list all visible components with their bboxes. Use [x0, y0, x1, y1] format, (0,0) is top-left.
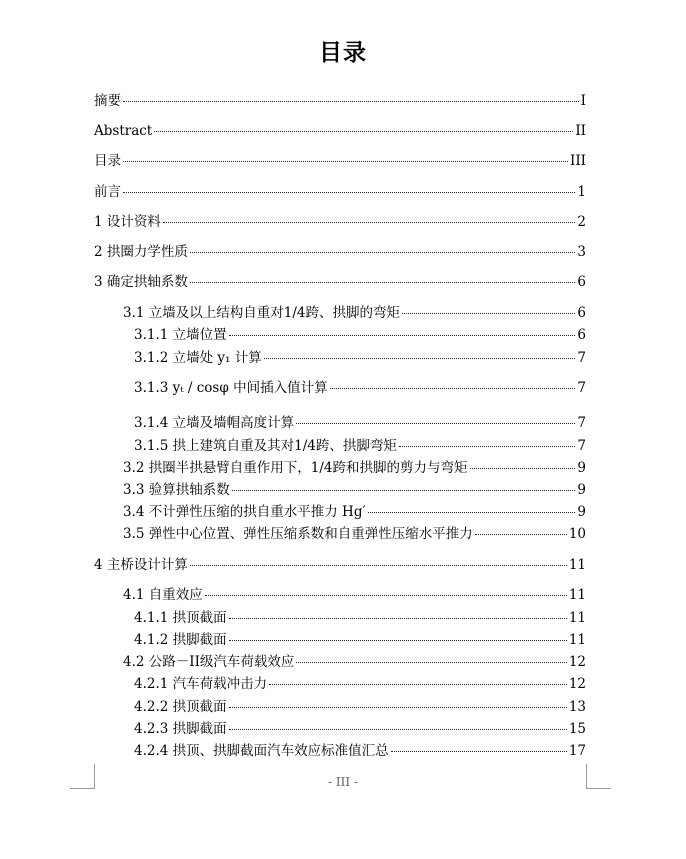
toc-entry[interactable]: [123, 459, 586, 477]
toc-entry[interactable]: [134, 414, 586, 432]
toc-entry-page: 11: [568, 587, 586, 603]
toc-entry[interactable]: [134, 675, 586, 693]
toc-entry-label: 4.2.4 拱顶、拱脚截面汽车效应标准值汇总: [134, 743, 389, 759]
toc-entry-page: 9: [577, 504, 586, 520]
toc-leader: [229, 707, 567, 708]
toc-entry-page: 6: [577, 274, 586, 290]
toc-entry-page: 6: [577, 327, 586, 343]
toc-entry[interactable]: [94, 92, 586, 110]
toc-entry-page: 7: [577, 380, 586, 396]
toc-entry[interactable]: [94, 273, 586, 291]
toc-entry-page: 9: [577, 460, 586, 476]
toc-entry-label: 4.2.3 拱脚截面: [134, 721, 227, 737]
toc-entry-label: 3.1.4 立墙及墙帽高度计算: [134, 415, 295, 431]
toc-entry[interactable]: [94, 152, 586, 170]
toc-entry-page: 2: [577, 214, 586, 230]
toc-entry-label: 4.1 自重效应: [123, 587, 203, 603]
toc-leader: [123, 101, 579, 102]
toc-entry-page: 11: [568, 632, 586, 648]
toc-entry-label: 3.1.1 立墙位置: [134, 327, 227, 343]
toc-entry-page: 3: [577, 244, 586, 260]
toc-entry-label: 前言: [94, 184, 121, 200]
toc-leader: [269, 684, 567, 685]
toc-entry[interactable]: [123, 503, 586, 521]
toc-entry-page: 11: [568, 557, 586, 573]
toc-entry[interactable]: [94, 183, 586, 201]
toc-leader: [123, 161, 568, 162]
toc-entry-page: 7: [577, 438, 586, 454]
toc-entry-page: I: [580, 93, 586, 109]
page-title: 目录: [319, 40, 367, 66]
page-number-footer: - III -: [328, 775, 358, 789]
toc-entry[interactable]: [134, 698, 586, 716]
toc-leader: [190, 252, 576, 253]
toc-entry-label: 3.1.5 拱上建筑自重及其对1/4跨、拱脚弯矩: [134, 438, 397, 454]
toc-leader: [232, 490, 576, 491]
toc-leader: [154, 131, 573, 132]
toc-entry-label: 3.2 拱圈半拱悬臂自重作用下，1/4跨和拱脚的剪力与弯矩: [123, 460, 468, 476]
toc-entry[interactable]: [134, 609, 586, 627]
toc-leader: [296, 662, 566, 663]
toc-entry-page: 11: [568, 610, 586, 626]
toc-entry[interactable]: [94, 556, 586, 574]
toc-leader: [402, 313, 575, 314]
toc-entry-label: 目录: [94, 153, 121, 169]
toc-entry-page: 10: [568, 526, 586, 542]
toc-entry-page: 13: [568, 699, 586, 715]
toc-entry-page: 1: [577, 184, 586, 200]
toc-entry-label: 3.1 立墙及以上结构自重对1/4跨、拱脚的弯矩: [123, 305, 400, 321]
toc-entry-label: 4.1.1 拱顶截面: [134, 610, 227, 626]
toc-leader: [264, 358, 576, 359]
toc-entry-label: 4.2 公路－II级汽车荷载效应: [123, 654, 295, 670]
toc-entry-label: 4 主桥设计计算: [94, 557, 188, 573]
toc-leader: [205, 595, 567, 596]
toc-entry-page: III: [570, 153, 586, 169]
toc-leader: [399, 446, 576, 447]
toc-entry[interactable]: [134, 379, 586, 397]
toc-leader: [229, 640, 567, 641]
toc-entry-page: 7: [577, 415, 586, 431]
toc-entry-label: 3.5 弹性中心位置、弹性压缩系数和自重弹性压缩水平推力: [123, 526, 473, 542]
toc-entry-label: 摘要: [94, 93, 121, 109]
toc-leader: [330, 388, 576, 389]
toc-entry-label: 1 设计资料: [94, 214, 161, 230]
toc-entry-label: 3.1.2 立墙处 y₁ 计算: [134, 350, 262, 366]
toc-entry[interactable]: [123, 525, 586, 543]
toc-entry-label: Abstract: [94, 123, 153, 139]
toc-entry[interactable]: [123, 304, 586, 322]
toc-entry-label: 3.4 不计弹性压缩的拱自重水平推力 Hg′: [123, 504, 366, 520]
toc-leader: [190, 565, 567, 566]
toc-entry-label: 3.3 验算拱轴系数: [123, 482, 230, 498]
toc-entry[interactable]: [94, 243, 586, 261]
toc-entry[interactable]: [134, 437, 586, 455]
toc-entry[interactable]: [123, 481, 586, 499]
toc-entry-label: 4.1.2 拱脚截面: [134, 632, 227, 648]
toc-leader: [123, 192, 575, 193]
toc-entry-page: 7: [577, 350, 586, 366]
toc-entry[interactable]: [134, 720, 586, 738]
toc-entry-label: 4.2.1 汽车荷载冲击力: [134, 676, 268, 692]
toc-entry-page: 6: [577, 305, 586, 321]
toc-entry-label: 4.2.2 拱顶截面: [134, 699, 227, 715]
toc-leader: [229, 618, 567, 619]
toc-entry-label: 2 拱圈力学性质: [94, 244, 188, 260]
toc-entry[interactable]: [134, 349, 586, 367]
toc-entry[interactable]: [94, 213, 586, 231]
toc-entry-page: 12: [568, 676, 586, 692]
toc-entry-page: 15: [568, 721, 586, 737]
toc-entry[interactable]: [94, 122, 586, 140]
toc-leader: [229, 335, 576, 336]
toc-entry-page: II: [575, 123, 586, 139]
toc-leader: [368, 512, 576, 513]
toc-leader: [229, 729, 567, 730]
toc-entry-page: 17: [568, 743, 586, 759]
toc-entry[interactable]: [123, 653, 586, 671]
toc-entry[interactable]: [134, 326, 586, 344]
toc-leader: [475, 534, 567, 535]
toc-entry[interactable]: [134, 631, 586, 649]
toc-leader: [190, 282, 576, 283]
toc-entry-page: 12: [568, 654, 586, 670]
toc-entry-label: 3.1.3 yₜ / cosφ 中间插入值计算: [134, 380, 328, 396]
toc-leader: [296, 423, 575, 424]
toc-entry[interactable]: [123, 586, 586, 604]
toc-leader: [163, 222, 576, 223]
toc-leader: [470, 468, 576, 469]
toc-entry[interactable]: [134, 742, 586, 760]
toc-entry-label: 3 确定拱轴系数: [94, 274, 188, 290]
toc-leader: [391, 751, 567, 752]
toc-entry-page: 9: [577, 482, 586, 498]
